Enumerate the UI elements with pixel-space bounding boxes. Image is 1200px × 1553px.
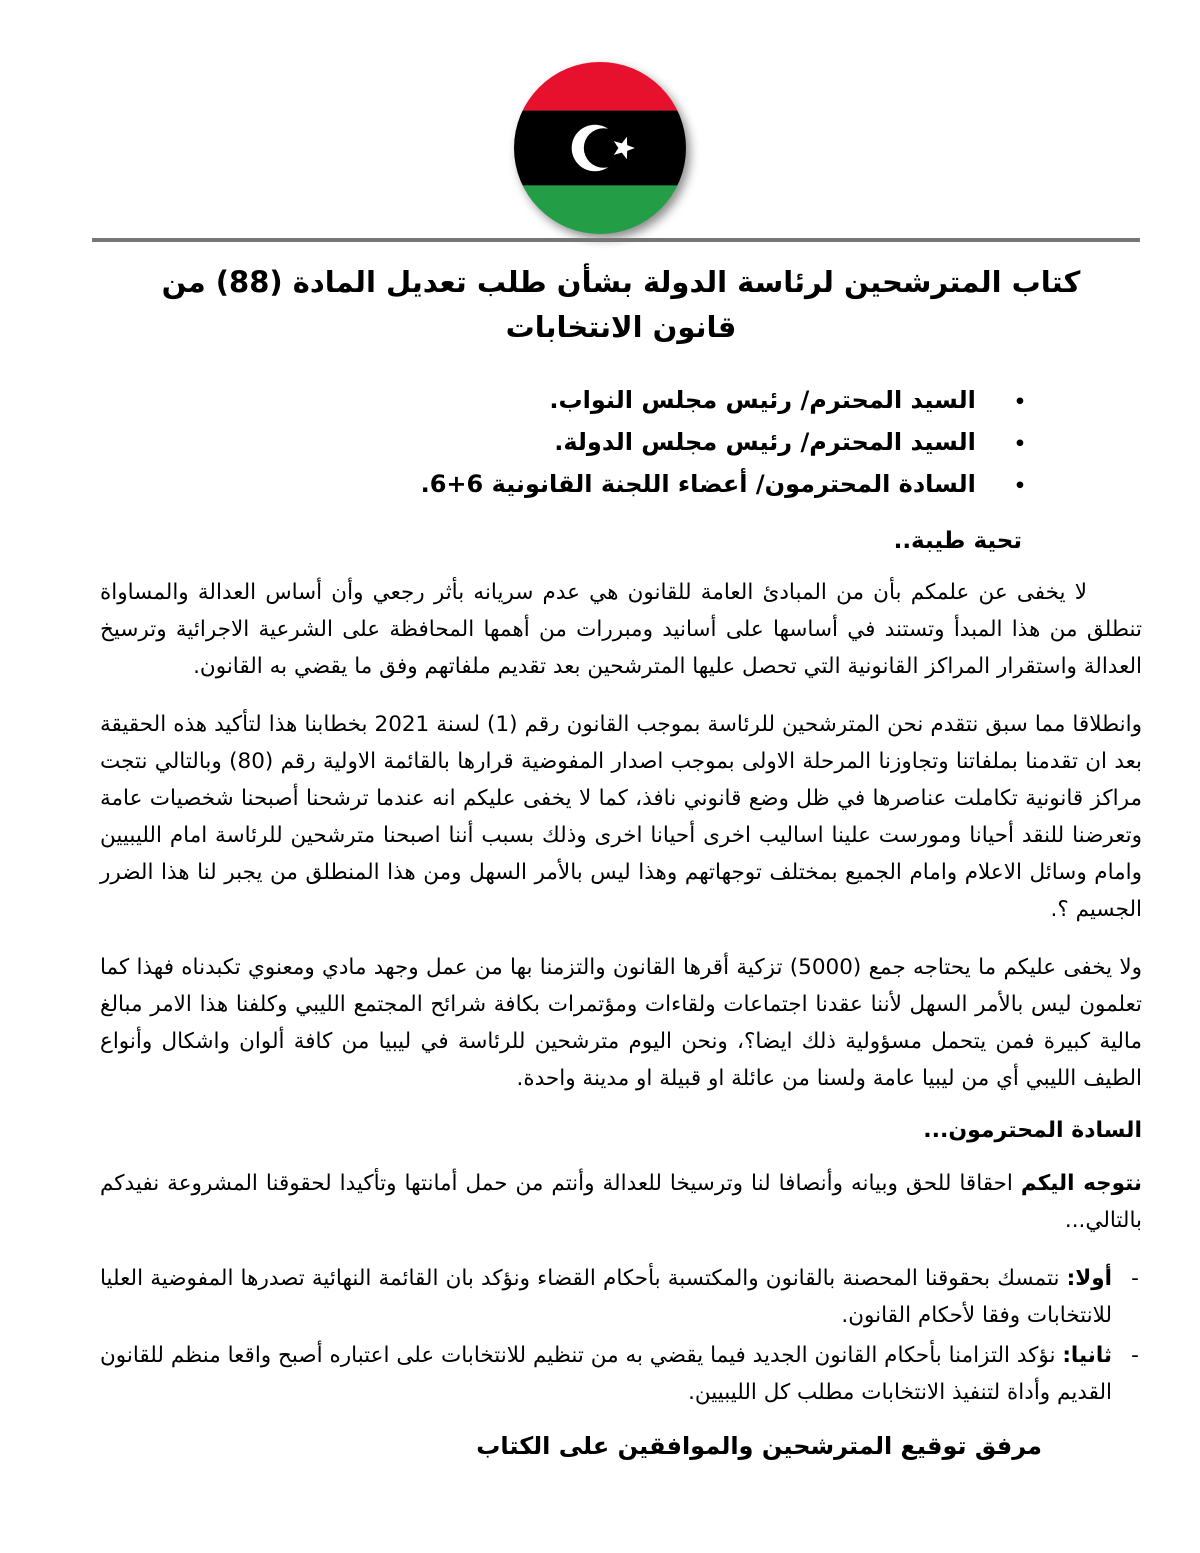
list-item-body: نؤكد التزامنا بأحكام القانون الجديد فيما يقضي به من تنظيم للانتخابات على اعتباره أصبح واقعا منظم للقانون القديم وأداة لتنفيذ الانتخابات مطلب كل الليبيين. <box>100 1342 1112 1405</box>
recipient-item <box>100 422 1026 464</box>
list-item-second <box>100 1337 1142 1411</box>
bullet-icon: • <box>1013 474 1026 497</box>
list-item-body: نتمسك بحقوقنا المحصنة بالقانون والمكتسبة بأحكام القضاء ونؤكد بان القائمة النهائية تصدرها المفوضية العليا للانتخابات وفقا لأحكام القانون. <box>100 1265 1112 1328</box>
crescent-inner <box>584 128 623 167</box>
bullet-icon: • <box>1013 432 1026 455</box>
attachment-note: مرفق توقيع المترشحين والموافقين على الكتاب <box>476 1432 1042 1460</box>
recipient-item <box>100 380 1026 422</box>
libya-flag-icon <box>514 62 686 234</box>
address-intro-paragraph <box>100 1165 1142 1239</box>
demands-list <box>100 1260 1142 1411</box>
recipients-list <box>100 380 1026 506</box>
recipient-label: السيد المحترم/ رئيس مجلس النواب. <box>549 385 976 414</box>
flag-green-band <box>514 185 686 234</box>
recipient-item <box>100 464 1026 506</box>
dash-marker: - <box>1131 1265 1139 1291</box>
list-item-text <box>100 1260 1112 1334</box>
dash-marker: - <box>1131 1342 1139 1368</box>
page-title: كتاب المترشحين لرئاسة الدولة بشأن طلب تعديل المادة (88) من قانون الانتخابات <box>161 265 1081 344</box>
list-item-label: أولا: <box>1066 1265 1112 1291</box>
list-item-label: ثانيا: <box>1062 1342 1112 1368</box>
flag-red-band <box>514 62 686 111</box>
paragraph-2: وانطلاقا مما سبق نتقدم نحن المترشحين للرئاسة بموجب القانون رقم (1) لسنة 2021 بخطابنا هذا لتأكيد هذه الحقيقة بعد ان تقدمنا بملفاتنا وتجاوزنا المرحلة الاولى بموجب اصدار المفوضية قرارها بالقائمة الاولية رقم (80) وبالتالي نتجت مراكز قانونية تكاملت عناصرها في ظل وضع قانوني نافذ، كما لا يخفى عليكم انه عندما ترشحنا أصبحنا شخصيات عامة وتعرضنا للنقد أحيانا ومورست علينا اساليب اخرى أحيانا اخرى وذلك بسبب أننا اصبحنا مترشحين للرئاسة امام الليبيين وامام وسائل الاعلام وامام الجميع بمختلف توجهاتهم وهذا ليس بالأمر السهل ومن هذا المنطلق من يجبر لنا هذا الضرر الجسيم ؟. <box>100 711 1143 922</box>
header-divider <box>92 238 1140 242</box>
paragraph-3: ولا يخفى عليكم ما يحتاجه جمع (5000) تزكية أقرها القانون والتزمنا بها من عمل وجهد مادي ومعنوي تكبدناه فهذا كما تعلمون ليس بالأمر السهل لأننا عقدنا اجتماعات ولقاءات ومؤتمرات بكافة شرائح المجتمع الليبي وكلفنا هذا الامر مبالغ مالية كبيرة فمن يتحمل مسؤولية ذلك ايضا؟، ونحن اليوم مترشحين للرئاسة في ليبيا من كافة ألوان واشكال وأنواع الطيف الليبي أي من ليبيا عامة ولسنا من عائلة او قبيلة او مدينة واحدة. <box>100 954 1143 1091</box>
recipient-label: السيد المحترم/ رئيس مجلس الدولة. <box>554 427 976 456</box>
address-intro-lead: نتوجه اليكم <box>1020 1170 1142 1196</box>
logo-container <box>0 62 1200 238</box>
salutation-heading: السادة المحترمون... <box>923 1117 1142 1143</box>
address-intro-rest: احقاقا للحق وبيانه وأنصافا لنا وترسيخا للعدالة وأنتم من حمل أمانتها وتأكيدا لحقوقنا المشروعة نفيدكم بالتالي... <box>100 1170 1142 1233</box>
bullet-icon: • <box>1013 390 1026 413</box>
letter-body <box>100 260 1142 1414</box>
paragraph-1: لا يخفى عن علمكم بأن من المبادئ العامة للقانون هي عدم سريانه بأثر رجعي وأن أساس العدالة والمساواة تنطلق من هذا المبدأ وتستند في أساسها على أسانيد ومبررات من أهمها المحافظة على الشرعية الاجرائية وترسيخ العدالة واستقرار المراكز القانونية التي تحصل عليها المترشحين بعد تقديم ملفاتهم وفق ما يقضي به القانون. <box>100 579 1142 679</box>
list-item-text <box>100 1337 1112 1411</box>
list-item-first <box>100 1260 1142 1334</box>
recipient-label: السادة المحترمون/ أعضاء اللجنة القانونية 6+6. <box>420 469 976 498</box>
greeting-line: تحية طيبة.. <box>893 527 1022 554</box>
